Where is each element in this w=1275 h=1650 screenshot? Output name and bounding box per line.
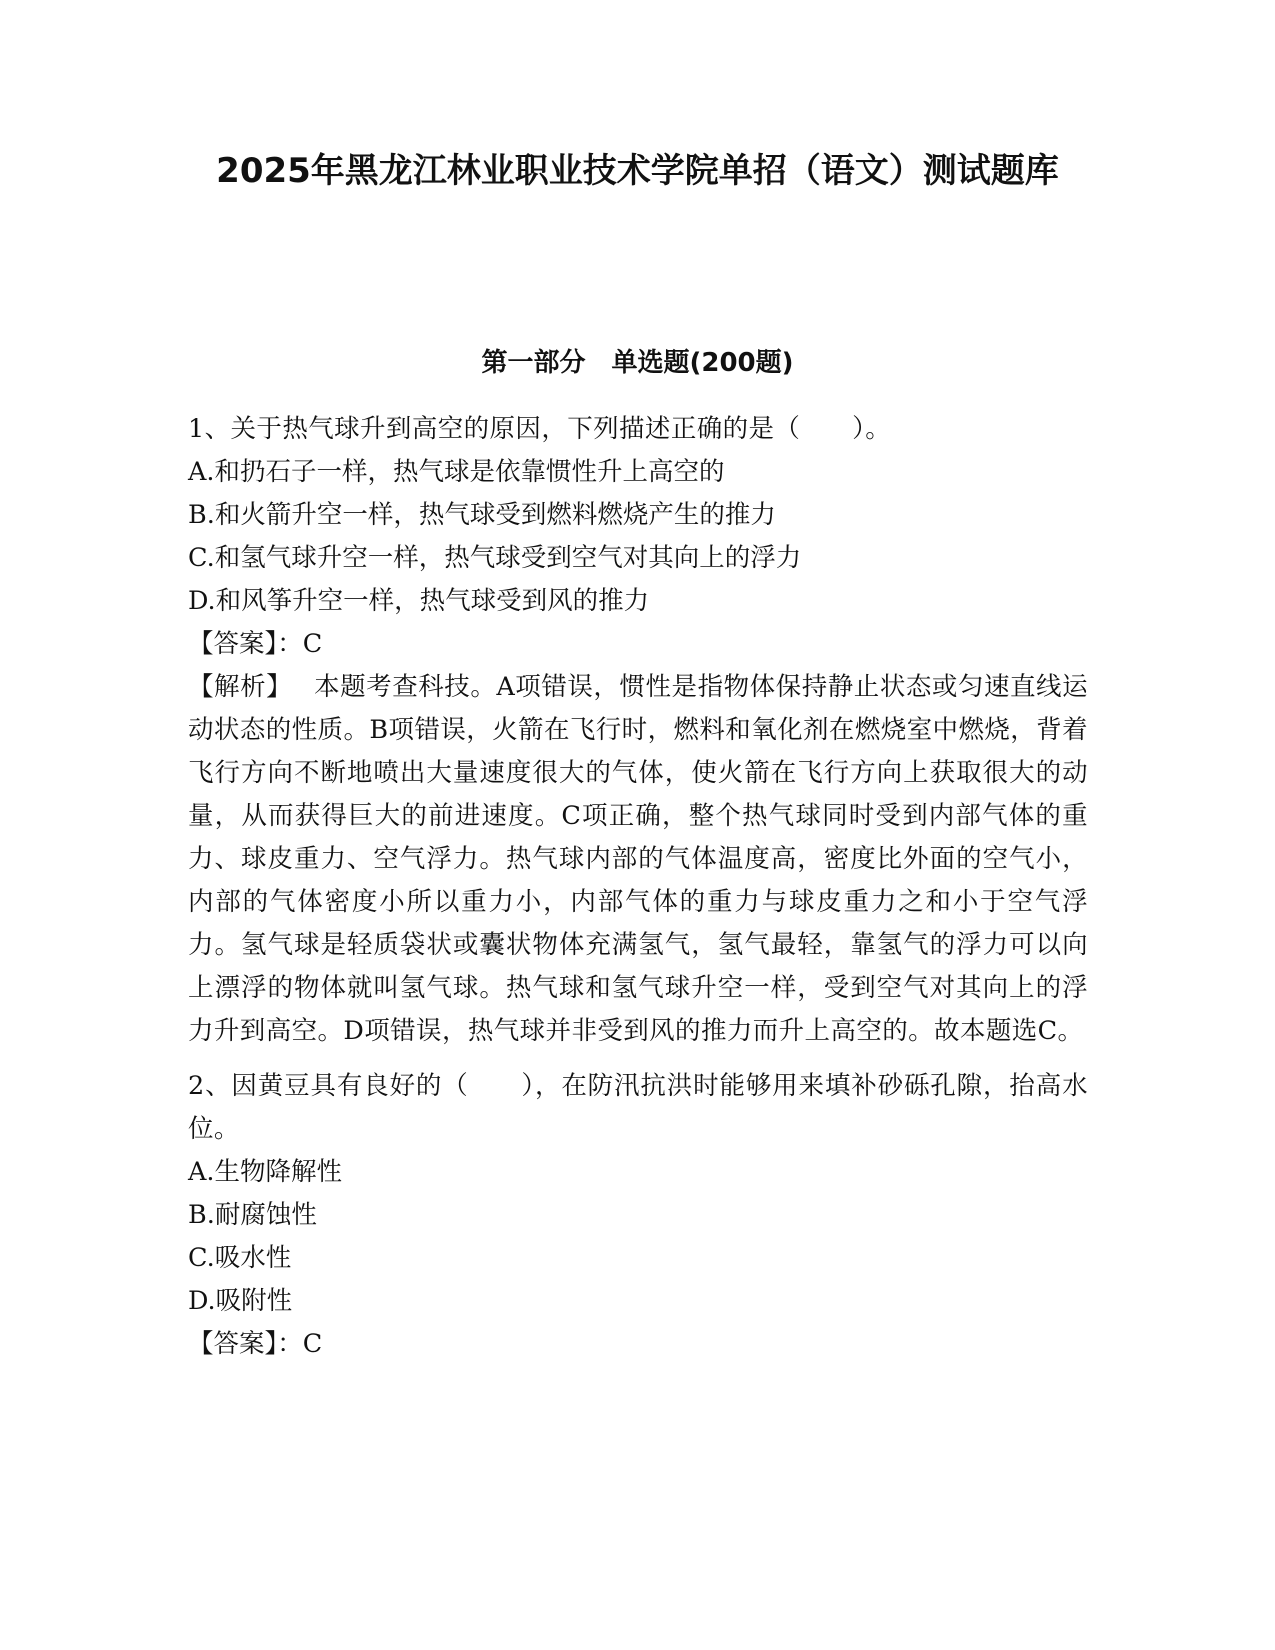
analysis-text: 本题考查科技。A项错误，惯性是指物体保持静止状态或匀速直线运动状态的性质。B项错误，火箭在飞行时，燃料和氧化剂在燃烧室中燃烧，背着飞行方向不断地喷出大量速度很大的气体，使火箭在飞行方向上获取很大的动量，从而获得巨大的前进速度。C项正确，整个热气球同时受到内部气体的重力、球皮重力、空气浮力。热气球内部的气体温度高，密度比外面的空气小，内部的气体密度小所以重力小，内部气体的重力与球皮重力之和小于空气浮力。氢气球是轻质袋状或囊状物体充满氢气，氢气最轻，靠氢气的浮力可以向上漂浮的物体就叫氢气球。热气球和氢气球升空一样，受到空气对其向上的浮力升到高空。D项错误，热气球并非受到风的推力而升上高空的。故本题选C。: [188, 672, 1088, 1046]
option-b: B.耐腐蚀性: [188, 1200, 317, 1230]
question-stem: 1、关于热气球升到高空的原因，下列描述正确的是（ ）。: [188, 414, 892, 444]
question-list: [188, 408, 1088, 1378]
analysis-paragraph: [188, 666, 1088, 1053]
answer-label: 【答案】：: [188, 629, 303, 659]
analysis-label: 【解析】: [188, 672, 280, 702]
document-title: 2025年黑龙江林业职业技术学院单招（语文）测试题库: [216, 151, 1059, 191]
option-c: C.和氢气球升空一样，热气球受到空气对其向上的浮力: [188, 543, 802, 573]
option-d: D.吸附性: [188, 1286, 293, 1316]
question-stem: 2、因黄豆具有良好的（ ），在防汛抗洪时能够用来填补砂砾孔隙，抬高水位。: [188, 1071, 1088, 1144]
answer-line: [188, 623, 1088, 666]
answer-line: [188, 1323, 1088, 1366]
option-d: D.和风筝升空一样，热气球受到风的推力: [188, 586, 650, 616]
option-c: C.吸水性: [188, 1243, 292, 1273]
option-a: A.和扔石子一样，热气球是依靠惯性升上高空的: [188, 457, 725, 487]
section-heading: 第一部分 单选题(200题): [481, 348, 794, 378]
option-a: A.生物降解性: [188, 1157, 343, 1187]
answer-label: 【答案】：: [188, 1329, 303, 1359]
answer-value: C: [302, 629, 323, 659]
question-1: [188, 408, 1088, 1053]
option-b: B.和火箭升空一样，热气球受到燃料燃烧产生的推力: [188, 500, 776, 530]
answer-value: C: [302, 1329, 323, 1359]
question-2: [188, 1065, 1088, 1366]
